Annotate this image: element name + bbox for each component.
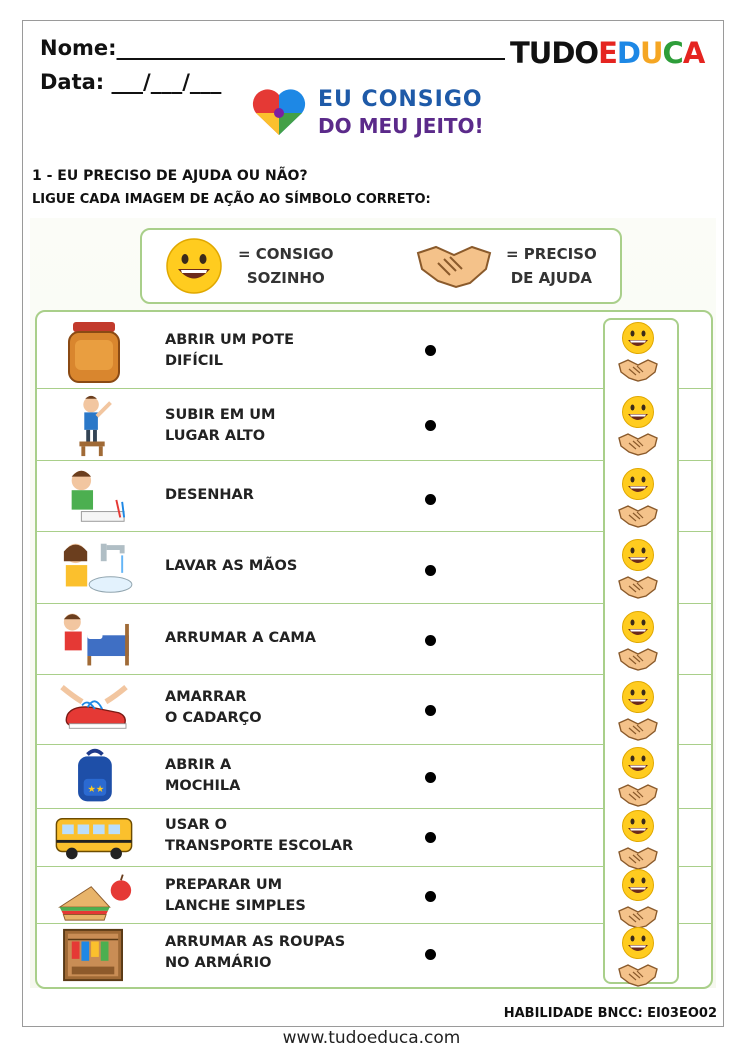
question-title: 1 - EU PRECISO DE AJUDA OU NÃO? bbox=[32, 168, 308, 184]
child-making-bed-icon bbox=[51, 607, 137, 673]
puzzle-heart-icon bbox=[250, 85, 308, 137]
school-bus-icon bbox=[51, 811, 137, 865]
autism-awareness-badge bbox=[250, 85, 510, 140]
handshake-icon[interactable] bbox=[618, 782, 658, 808]
handshake-icon[interactable] bbox=[618, 357, 658, 383]
connection-dot[interactable] bbox=[425, 891, 436, 902]
smiley-icon bbox=[166, 238, 222, 294]
connection-dot[interactable] bbox=[425, 949, 436, 960]
handshake-icon[interactable] bbox=[618, 574, 658, 600]
handshake-icon[interactable] bbox=[618, 962, 658, 988]
handshake-icon[interactable] bbox=[618, 431, 658, 457]
connection-dot[interactable] bbox=[425, 705, 436, 716]
legend-box bbox=[140, 228, 622, 304]
activity-label: ABRIR A MOCHILA bbox=[165, 757, 241, 794]
connection-dot[interactable] bbox=[425, 345, 436, 356]
handshake-icon[interactable] bbox=[618, 716, 658, 742]
smiley-icon[interactable] bbox=[620, 809, 656, 843]
date-field-label: Data: ___/___/___ bbox=[40, 70, 222, 94]
activity-label: ARRUMAR AS ROUPAS NO ARMÁRIO bbox=[165, 934, 346, 971]
jar-icon bbox=[51, 316, 137, 386]
svg-text:★★: ★★ bbox=[87, 784, 105, 795]
connection-dot[interactable] bbox=[425, 420, 436, 431]
handshake-icon[interactable] bbox=[618, 503, 658, 529]
activity-label: SUBIR EM UM LUGAR ALTO bbox=[165, 407, 276, 444]
smiley-icon[interactable] bbox=[620, 610, 656, 644]
badge-subtitle: DO MEU JEITO! bbox=[318, 114, 484, 138]
connection-dot[interactable] bbox=[425, 832, 436, 843]
badge-title: EU CONSIGO bbox=[318, 87, 483, 112]
handshake-icon bbox=[416, 239, 492, 293]
connection-dot[interactable] bbox=[425, 772, 436, 783]
name-field-label: Nome:_____________________________________ bbox=[40, 36, 506, 60]
wardrobe-icon bbox=[51, 926, 137, 984]
child-drawing-icon bbox=[51, 463, 137, 531]
smiley-icon[interactable] bbox=[620, 868, 656, 902]
smiley-icon[interactable] bbox=[620, 467, 656, 501]
smiley-icon[interactable] bbox=[620, 926, 656, 960]
smiley-icon[interactable] bbox=[620, 746, 656, 780]
activity-label: USAR O TRANSPORTE ESCOLAR bbox=[165, 817, 354, 854]
child-washing-hands-icon bbox=[51, 534, 137, 602]
smiley-icon[interactable] bbox=[620, 395, 656, 429]
shoelace-icon bbox=[51, 678, 137, 742]
connection-dot[interactable] bbox=[425, 494, 436, 505]
activity-label: DESENHAR bbox=[165, 487, 254, 503]
handshake-icon[interactable] bbox=[618, 646, 658, 672]
activity-label: AMARRAR O CADARÇO bbox=[165, 689, 262, 726]
connection-dot[interactable] bbox=[425, 635, 436, 646]
activity-label: ABRIR UM POTE DIFÍCIL bbox=[165, 332, 295, 369]
smiley-icon[interactable] bbox=[620, 680, 656, 714]
legend-help-label: = PRECISO DE AJUDA bbox=[506, 245, 597, 287]
smiley-icon[interactable] bbox=[620, 538, 656, 572]
tudoeduca-logo: TUDOEDUCA bbox=[510, 36, 705, 70]
activity-label: ARRUMAR A CAMA bbox=[165, 630, 316, 646]
activity-label: PREPARAR UM LANCHE SIMPLES bbox=[165, 877, 306, 914]
connection-dot[interactable] bbox=[425, 565, 436, 576]
website-url[interactable]: www.tudoeduca.com bbox=[282, 1028, 461, 1048]
smiley-icon[interactable] bbox=[620, 321, 656, 355]
bncc-code: HABILIDADE BNCC: EI03EO02 bbox=[503, 1006, 717, 1021]
question-instruction: LIGUE CADA IMAGEM DE AÇÃO AO SÍMBOLO CORRETO: bbox=[32, 192, 431, 207]
sandwich-icon bbox=[51, 870, 137, 922]
child-on-stool-icon bbox=[51, 391, 137, 459]
legend-alone-label: = CONSIGO SOZINHO bbox=[238, 245, 334, 287]
activity-label: LAVAR AS MÃOS bbox=[165, 558, 298, 574]
backpack-icon bbox=[51, 747, 137, 807]
